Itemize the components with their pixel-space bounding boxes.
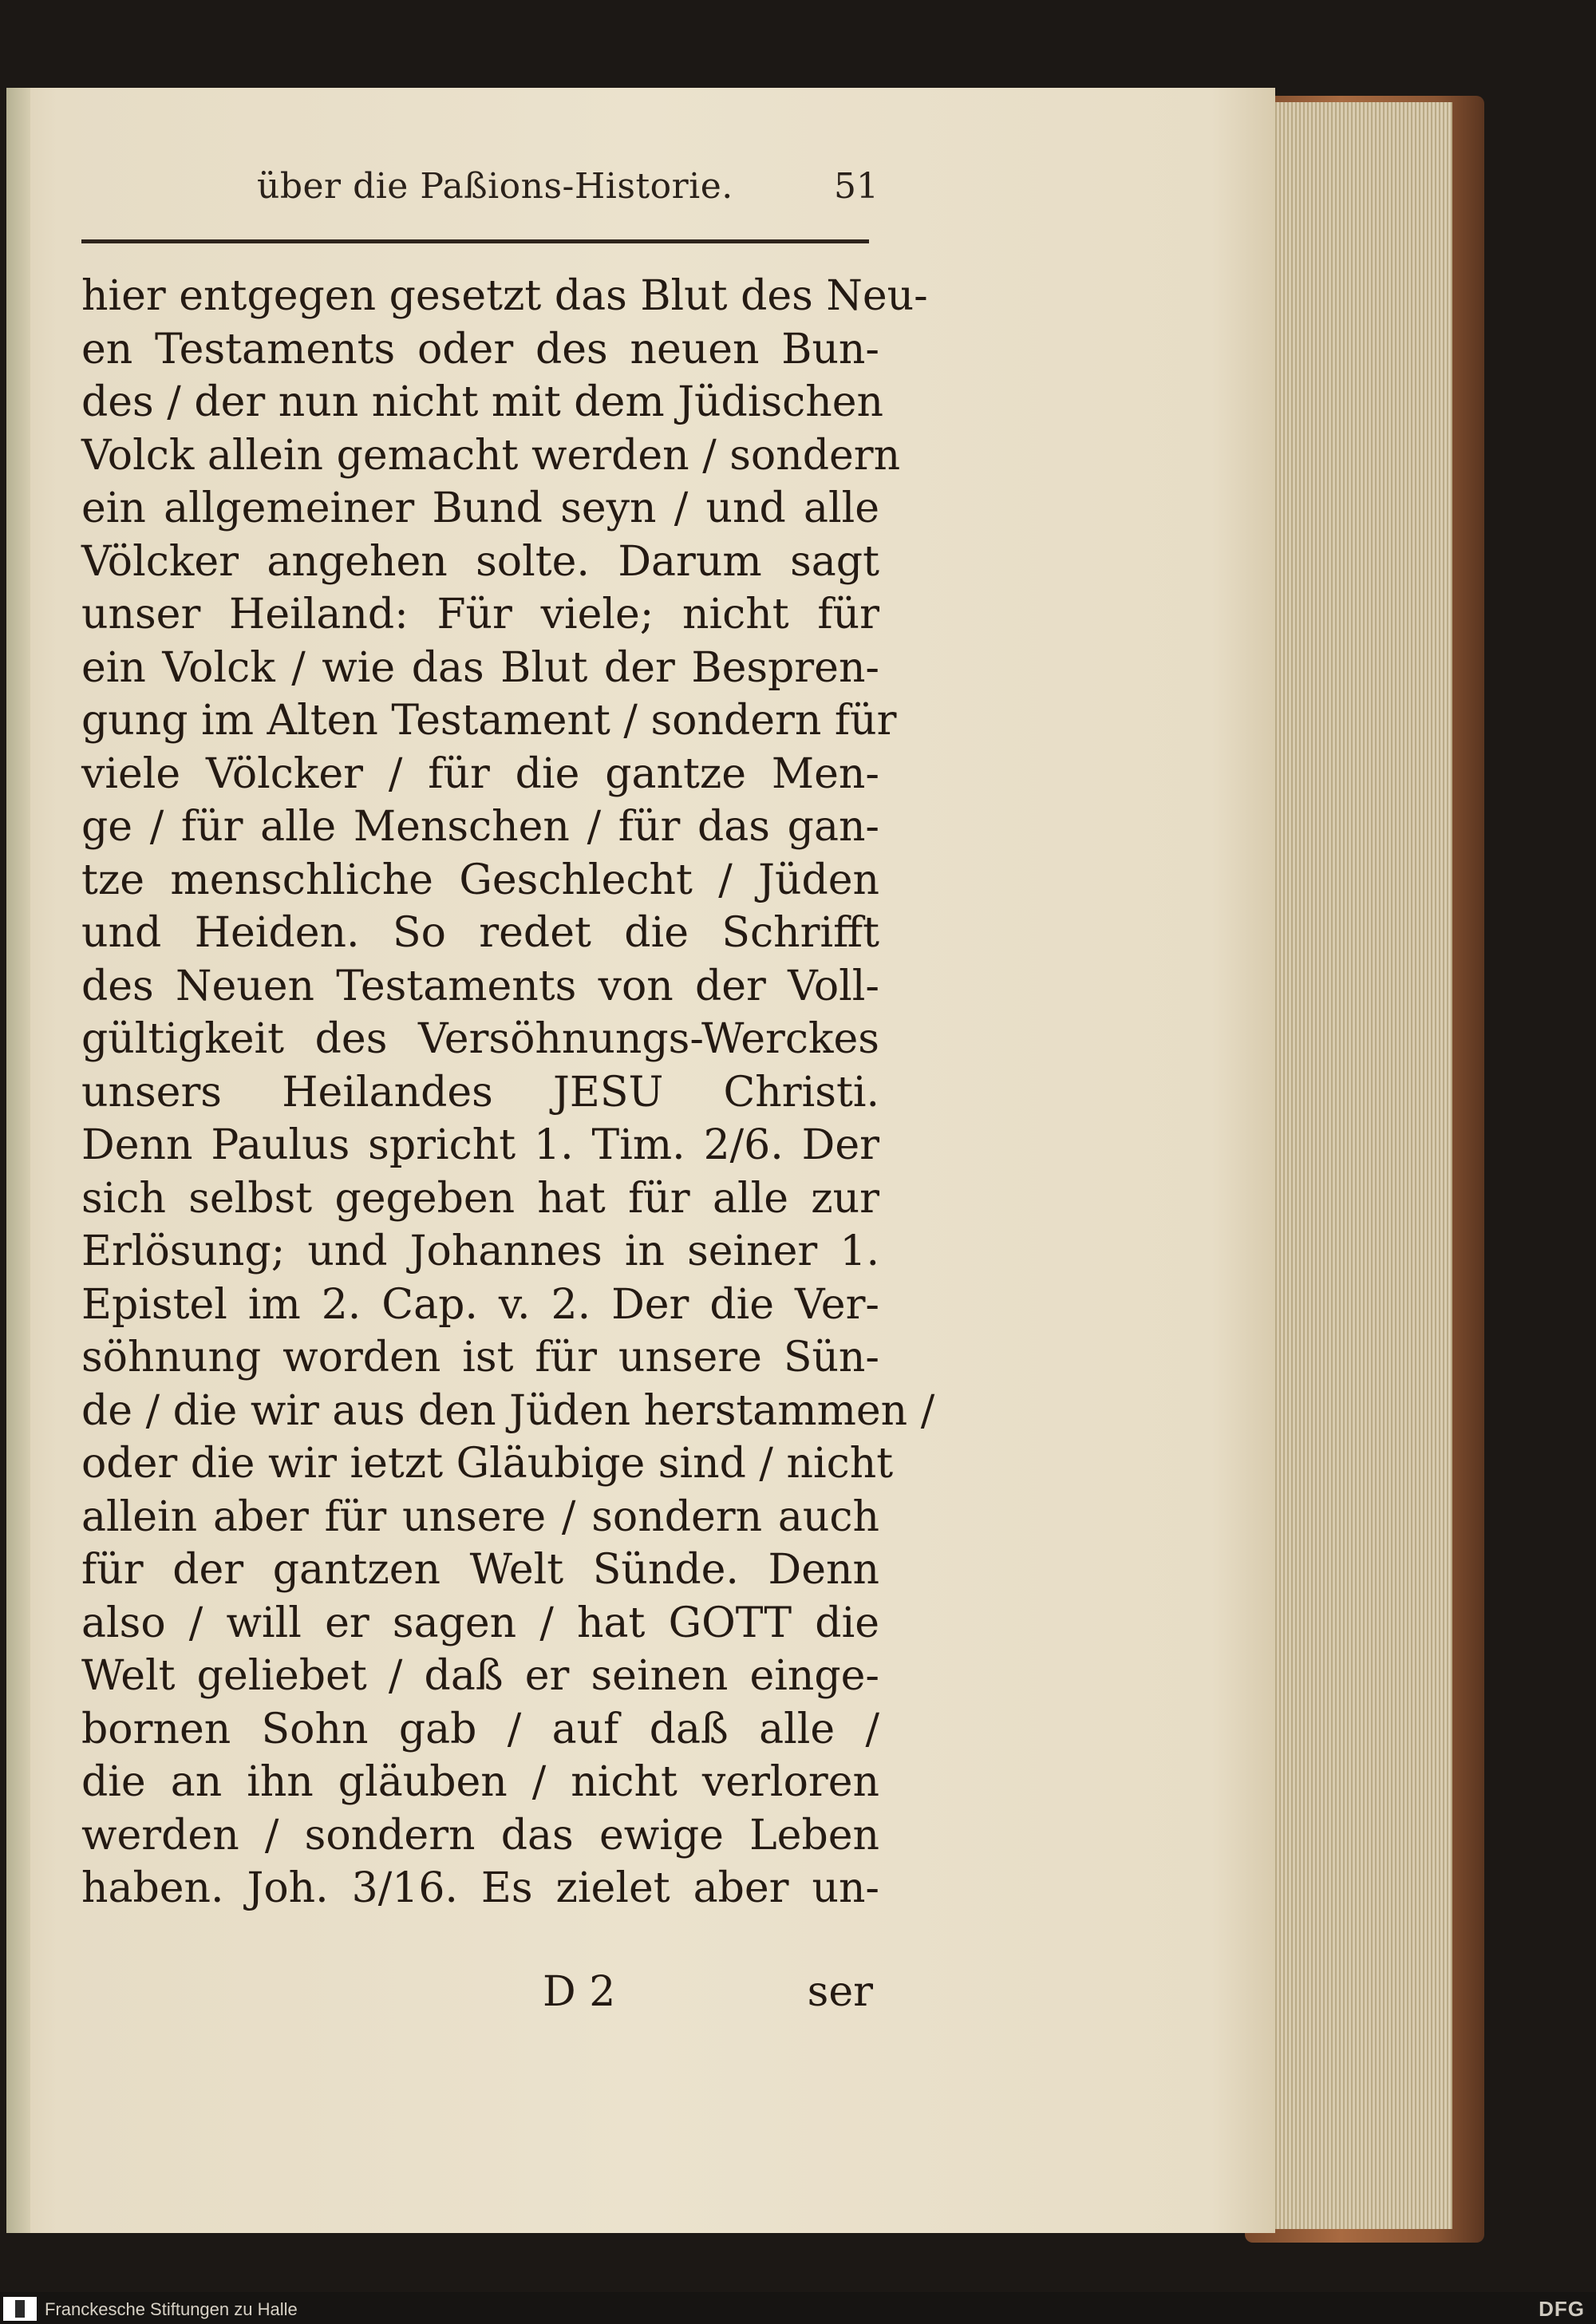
page-number: 51 <box>834 166 879 207</box>
text-line: de / die wir aus den Jüden herstammen / <box>81 1386 935 1435</box>
text-line: ein Volck / wie das Blut der Bespren- <box>81 643 879 692</box>
text-line: des / der nun nicht mit dem Jüdischen <box>81 378 884 426</box>
body-text <box>81 270 935 1915</box>
text-line: und Heiden. So redet die Schrifft <box>81 909 879 957</box>
text-line: Völcker angehen solte. Darum sagt <box>81 537 879 586</box>
text-line: oder die wir ietzt Gläubige sind / nicht <box>81 1440 894 1488</box>
text-line: Volck allein gemacht werden / sondern <box>81 431 901 480</box>
text-line: ge / für alle Menschen / für das gan- <box>81 803 879 851</box>
text-line: haben. Joh. 3/16. Es zielet aber un- <box>81 1864 879 1912</box>
text-line: bornen Sohn gab / auf daß alle / <box>81 1705 879 1753</box>
text-line: tze menschliche Geschlecht / Jüden <box>81 856 879 904</box>
text-line: die an ihn gläuben / nicht verloren <box>81 1758 879 1806</box>
viewer-footer-bar <box>0 2292 1596 2324</box>
text-line: söhnung worden ist für unsere Sün- <box>81 1334 879 1381</box>
text-line: hier entgegen gesetzt das Blut des Neu- <box>81 272 928 320</box>
text-line: werden / sondern das ewige Leben <box>81 1811 879 1860</box>
page-edges <box>1265 102 1452 2229</box>
signature-mark: D 2 <box>543 1968 616 2016</box>
header-rule <box>81 239 869 243</box>
text-line: sich selbst gegeben hat für alle zur <box>81 1174 879 1223</box>
text-line: ein allgemeiner Bund seyn / und alle <box>81 484 879 532</box>
text-line: unsers Heilandes JESU Christi. <box>81 1068 879 1117</box>
dfg-logo: DFG <box>1539 2297 1585 2321</box>
text-line: en Testaments oder des neuen Bun- <box>81 325 879 374</box>
text-line: gung im Alten Testament / sondern für <box>81 697 897 745</box>
text-line: Erlösung; und Johannes in seiner 1. <box>81 1227 879 1275</box>
text-line: also / will er sagen / hat GOTT die <box>81 1599 879 1647</box>
page-footer <box>81 1968 873 2024</box>
institution-name: Franckesche Stiftungen zu Halle <box>45 2299 298 2319</box>
text-line: gültigkeit des Versöhnungs-Werckes <box>81 1015 879 1063</box>
page-gutter <box>6 88 30 2233</box>
text-line: Denn Paulus spricht 1. Tim. 2/6. Der <box>81 1121 879 1169</box>
text-line: für der gantzen Welt Sünde. Denn <box>81 1546 879 1594</box>
running-head: über die Paßions-Historie. <box>257 166 733 207</box>
text-line: allein aber für unsere / sondern auch <box>81 1492 879 1541</box>
catchword: ser <box>807 1968 873 2016</box>
text-line: Welt geliebet / daß er seinen einge- <box>81 1652 879 1700</box>
text-line: des Neuen Testaments von der Voll- <box>81 962 879 1010</box>
text-line: viele Völcker / für die gantze Men- <box>81 749 879 798</box>
institution-logo-icon <box>3 2297 37 2321</box>
text-line: unser Heiland: Für viele; nicht für <box>81 591 879 638</box>
text-line: Epistel im 2. Cap. v. 2. Der die Ver- <box>81 1280 879 1329</box>
